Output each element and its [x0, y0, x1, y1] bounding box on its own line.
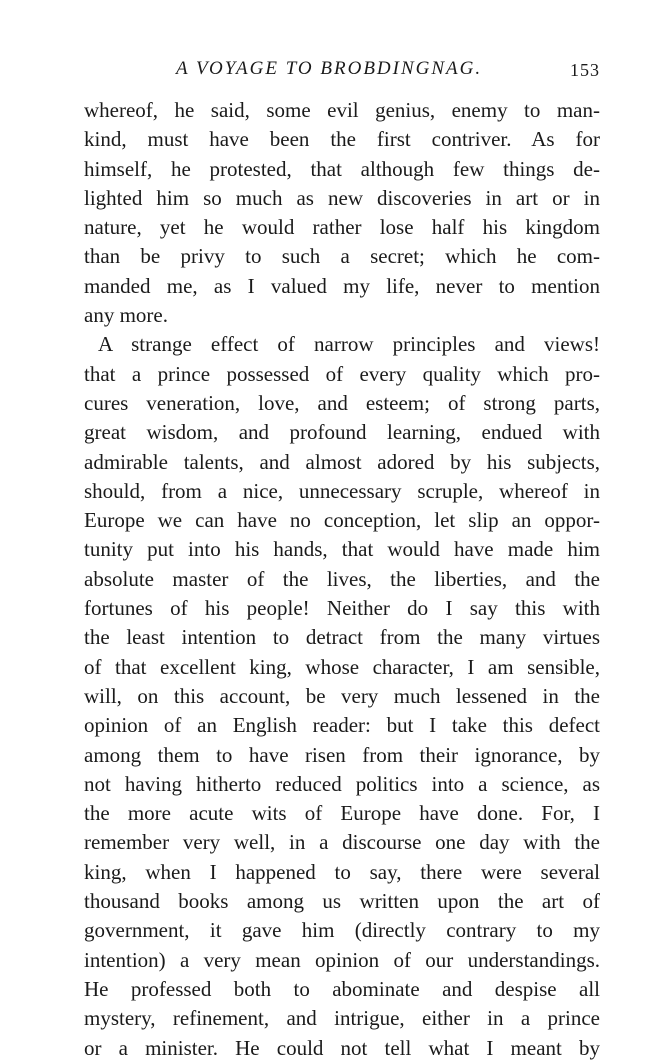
text-line: among them to have risen from their ignorance, by — [84, 742, 600, 767]
text-line: whereof, he said, some evil genius, enemy to man- — [84, 98, 600, 122]
text-line: He professed both to abominate and despise all — [84, 976, 600, 1001]
text-line: intention) a very mean opinion of our understandings. — [84, 947, 600, 972]
text-line: any more. — [84, 303, 168, 328]
text-line: opinion of an English reader: but I take this defect — [84, 713, 600, 738]
body-text — [84, 96, 600, 1063]
text-line: that a prince possessed of every quality which pro- — [84, 361, 600, 386]
text-line: manded me, as I valued my life, never to mention — [84, 273, 600, 298]
paragraph-2 — [84, 330, 600, 1062]
text-line: remember very well, in a discourse one day with the — [84, 830, 600, 855]
text-line: cures veneration, love, and esteem; of strong parts, — [84, 390, 600, 415]
text-line: should, from a nice, unnecessary scruple, whereof in — [84, 478, 600, 503]
running-title: A VOYAGE TO BROBDINGNAG. — [176, 58, 483, 79]
text-line: government, it gave him (directly contrary to my — [84, 918, 600, 943]
text-line: mystery, refinement, and intrigue, either in a prince — [84, 1006, 600, 1031]
text-line: A strange effect of narrow principles and views! — [98, 332, 600, 357]
text-line: will, on this account, be very much lessened in the — [84, 683, 600, 708]
text-line: king, when I happened to say, there were several — [84, 859, 600, 884]
running-head — [84, 58, 600, 88]
text-line: the least intention to detract from the many virtues — [84, 625, 600, 650]
text-line: of that excellent king, whose character, I am sensible, — [84, 654, 600, 679]
text-line: great wisdom, and profound learning, endued with — [84, 420, 600, 445]
text-line: fortunes of his people! Neither do I say this with — [84, 596, 600, 621]
text-line: absolute master of the lives, the liberties, and the — [84, 566, 600, 591]
text-line: the more acute wits of Europe have done. For, I — [84, 801, 600, 826]
text-line: thousand books among us written upon the art of — [84, 889, 600, 914]
page-number: 153 — [570, 60, 600, 80]
text-line: than be privy to such a secret; which he com- — [84, 244, 600, 269]
text-line: Europe we can have no conception, let slip an oppor- — [84, 508, 600, 533]
text-line: tunity put into his hands, that would have made him — [84, 537, 600, 562]
text-line: lighted him so much as new discoveries in art or in — [84, 185, 600, 210]
paragraph-1 — [84, 96, 600, 330]
text-line: kind, must have been the first contriver. As for — [84, 127, 600, 152]
text-line: nature, yet he would rather lose half his kingdom — [84, 215, 600, 240]
text-line: or a minister. He could not tell what I meant by — [84, 1035, 600, 1060]
text-line: not having hitherto reduced politics into a science, as — [84, 771, 600, 796]
text-line: himself, he protested, that although few things de- — [84, 156, 600, 181]
text-line: admirable talents, and almost adored by his subjects, — [84, 449, 600, 474]
